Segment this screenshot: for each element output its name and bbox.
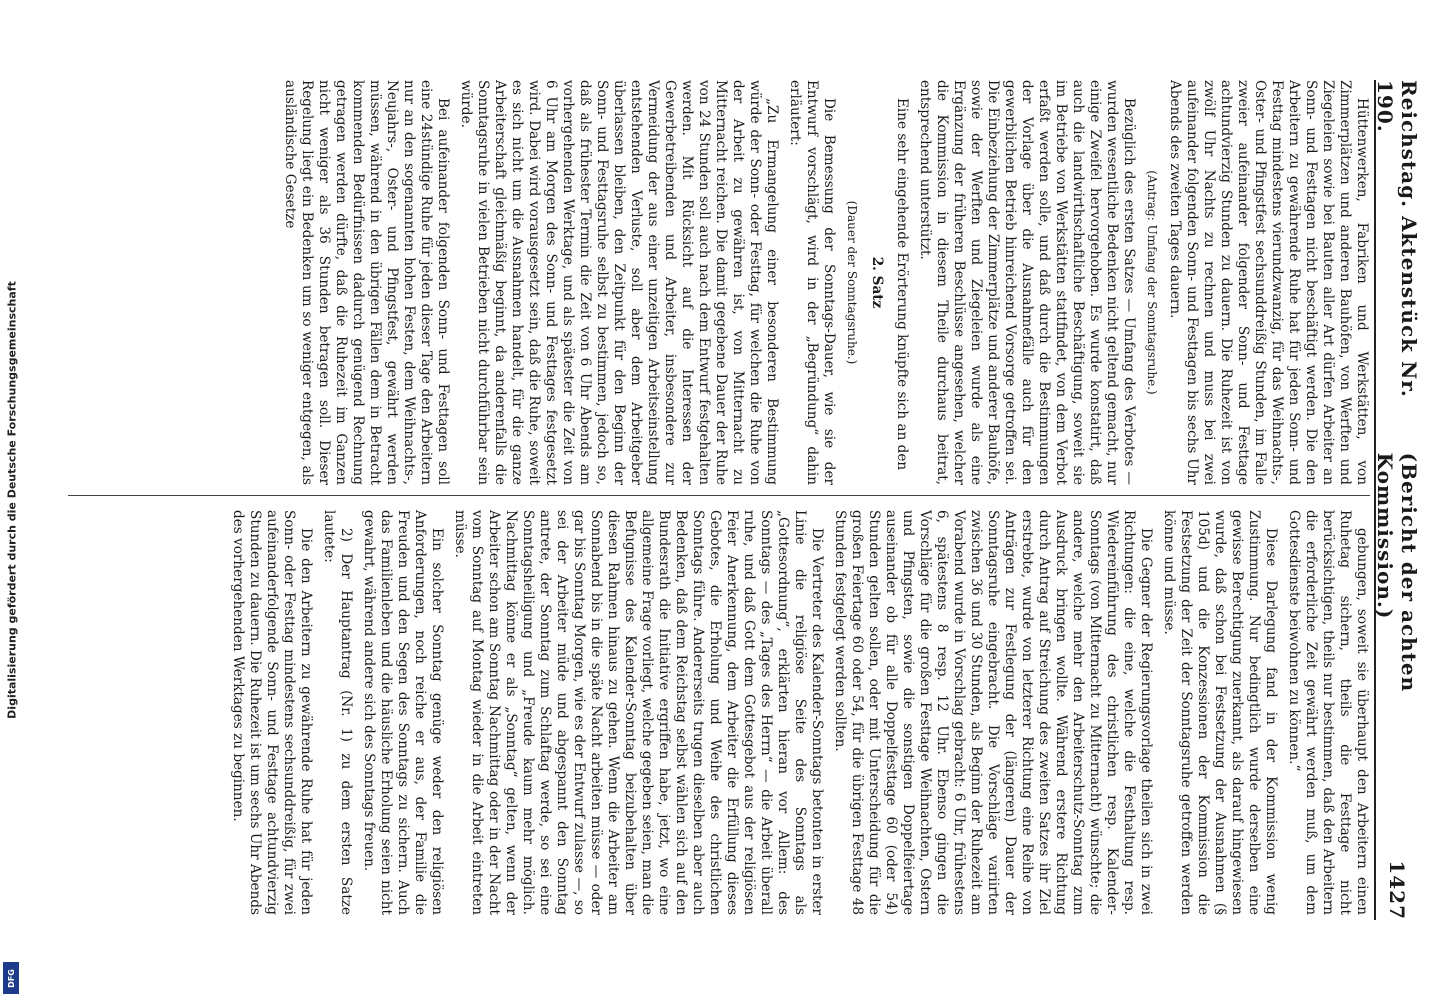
section-subheading: (Antrag: Umfang der Sonntagsruhe.) <box>1145 170 1159 395</box>
text-column-right <box>68 510 1370 915</box>
paragraph: Diese Darlegung fand in der Kommission wenig Zustimmung. Nur bedingtlich wurde derselben eine gewisse Berechtigung zuerkannt, als darauf hingewiesen wurde, daß schon bei Festsetzung der Ausnahmen (§ 105d) und die Konzessionen der Kommission die Festsetzung der Zeit der Sonntagsruhe getroffen werden könne und müsse. <box>1161 510 1279 915</box>
paragraph: Bei aufeinander folgenden Sonn- und Festtagen soll eine 24stündige Ruhe für jeden dieser Tage den Arbeitern nur an den sogenannten hohen Festen, dem Weihnachts-, Neujahrs-, Oster- und Pfingstfest, gewährt werden müssen, während in den übrigen Fällen dem in Betracht kommenden Bedürfnissen dadurch genügend Rechnung getragen werden dürfte, daß die Ruhezeit im Ganzen nicht weniger als 36 Stunden betragen soll. Dieser Regelung liegt ein Bedenken um so weniger entgegen, als ausländische Gesetze <box>282 80 451 485</box>
digitization-sidebar <box>0 0 28 1000</box>
paragraph: 2) Der Hauptantrag (Nr. 1) zu dem ersten Satze lautete: <box>321 510 354 915</box>
paragraph: Hüttenwerken, Fabriken und Werkstätten, von Zimmerplätzen und anderen Bauhöfen, von Werften und Ziegeleien sowie bei Bauten aller Art dürfen Arbeiter an Sonn- und Festtagen nicht beschäftigt werden. Die den Arbeitern zu gewährende Ruhe hat für jeden Sonn- und Festtag mindestens vierundzwanzig, für das Weihnachts-, Oster- und Pfingstfest sechsunddreißig Stunden, im Falle zweier aufeinander folgender Sonn- und Festtage achtundvierzig Stunden zu dauern. Die Ruhezeit ist von zwölf Uhr Nachts zu rechnen und muss bei zwei aufeinander folgenden Sonn- und Festtagen bis sechs Uhr Abends des zweiten Tages dauern. <box>1167 80 1370 485</box>
page-number: 1427 <box>1385 860 1409 920</box>
page-header <box>1373 80 1421 920</box>
paragraph: gebungen, soweit sie überhaupt den Arbeitern einen Ruhetag sichern, theils die Festtage nicht berücksichtigen, theils nur bestimmen, daß den Arbeitern die erforderliche Zeit gewährt werden muß, um dem Gottesdienste beiwohnen zu können.“ <box>1286 510 1370 915</box>
digitization-credit: Digitalisierung gefördert durch die Deutsche Forschungsgemeinschaft <box>5 281 19 719</box>
column-divider <box>68 495 1370 496</box>
paragraph: Bezüglich des ersten Satzes — Umfang des Verbotes — wurden wesentliche Bedenken nicht geltend gemacht, nur einige Zweifel hervorgehoben. Es wurde konstatirt, daß auch die landwirthschaftliche Beschäftigung, soweit sie im Betriebe von Werkstätten stattfindet, von dem Verbot erfaßt werden solle, und daß durch die Bestimmungen der Vorlage über die Ausnahmefälle auch für den gewerblichen Betrieb hinreichend Vorsorge getroffen sei. Die Einbeziehung der Zimmerplätze und anderer Bauhöfe, sowie der Werften und Ziegeleien wurde als eine Ergänzung der früheren Beschlüsse angesehen, welcher die Kommission in diesem Theile durchaus beitrat, entsprechend unterstützt. <box>917 80 1137 485</box>
header-subtitle: (Bericht der achten Kommission.) <box>1373 452 1421 693</box>
paragraph: Die den Arbeitern zu gewährende Ruhe hat für jeden Sonn- oder Festtag mindestens sechsunddreißig, für zwei aufeinanderfolgende Sonn- und Festtage achtundvierzig Stunden zu dauern. Die Ruhezeit ist um sechs Uhr Abends des vorhergehenden Werktages zu beginnen. <box>230 510 314 915</box>
scanned-page <box>48 40 1428 960</box>
paragraph: Die Bemessung der Sonntags-Dauer, wie sie der Entwurf vorschlägt, wird in der „Begründung“ dahin erläutert: <box>787 80 837 485</box>
paragraph: Die Gegner der Regierungsvorlage theilen sich in zwei Richtungen: die eine, welche die Festhaltung resp. Wiedereinführung des christlichen resp. Kalender-Sonntags (von Mitternacht zu Mitternacht) wünschte; die andere, welche mehr den Arbeiterschutz-Sonntag zum Ausdruck bringen wollte. Während erstere Richtung durch Antrag auf Streichung des zweiten Satzes ihr Ziel erstrebte, wurde von letzterer Richtung eine Reihe von Anträgen zur Festlegung der (längeren) Dauer der Sonntagsruhe eingebracht. Die Vorschläge variirten zwischen 36 und 30 Stunden, als Beginn der Ruhezeit am Vorabend wurde in Vorschlag gebracht: 6 Uhr, frühestens 6, spätestens 8 resp. 12 Uhr. Ebenso gingen die Vorschläge für die großen Festtage Weihnachten, Ostern und Pfingsten, sowie die sonstigen Doppelfeiertage auseinander ob für alle Doppelfesttage 60 (oder 54) Stunden gelten sollen, oder mit Unterscheidung für die großen Feiertage 60 oder 54, für die übrigen Festtage 48 Stunden festgelegt werden sollten. <box>832 510 1154 915</box>
text-column-left <box>68 80 1370 485</box>
paragraph: Eine sehr eingehende Erörterung knüpfte sich an den <box>894 98 910 471</box>
section-heading: 2. Satz <box>869 256 885 309</box>
dfg-logo-icon: DFG <box>3 962 19 994</box>
rotated-page-content <box>48 40 1428 960</box>
paragraph: Ein solcher Sonntag genüge weder den religiösen Anforderungen, noch reiche er aus, der Familie die Freuden und den Segen des Sonntags zu sichern. Auch das Familienleben und die häusliche Erholung seien nicht gewahrt, während andere sich des Sonntags freuen. <box>361 510 445 915</box>
paragraph: Die Vertreter des Kalender-Sonntags betonten in erster Linie die religiöse Seite des Sonntags als „Gottesordnung“, erklärten hieran vor Allem: des Sonntags — des „Tages des Herrn“ — die Arbeit überall ruhe, und daß Gott dem Gottesgebot aus der religiösen Feier Anerkennung, dem Arbeiter die Erfüllung dieses Gebotes, die Erholung und Weihe des christlichen Sonntags führe. Andererseits trugen dieselben aber auch Bedenken, daß dem Reichstag selbst wählen sich auf den Bundesrath die Initiative ergriffen habe, jetzt, wo eine allgemeine Frage vorliegt, welche gegeben seien, man die Befugnisse des Kalender-Sonntag beizubehalten über diesen Rahmen hinaus zu gehen. Wenn die Arbeiter am Sonnabend bis in die späte Nacht arbeiten müsse — oder gar bis Sonntag Morgen, wie es der Entwurf zulasse —, so sei der Arbeiter müde und abgespannt den Sonntag antrete, der Sonntag zum Schlaftag werde, so sei eine Sonntagsheiligung und „Freude kaum mehr möglich. Nachmittag könne er als „Sonntag“ gelten, wenn der Arbeiter schon am Sonntag Nachmittag oder in der Nacht vom Sonntag auf Montag wieder in die Arbeit eintreten müsse. <box>452 510 825 915</box>
section-subheading: (Dauer der Sonntagsruhe.) <box>845 200 859 365</box>
header-title: Reichstag. Aktenstück Nr. 190. <box>1373 80 1421 398</box>
paragraph: „Zu Ermangelung einer besonderen Bestimmung würde der Sonn- oder Festtag, für welchen die Ruhe von der Arbeit zu gewähren ist, von Mitternacht zu Mitternacht reichen. Die damit gegebene Dauer der Ruhe von 24 Stunden soll auch nach dem Entwurf festgehalten werden. Mit Rücksicht auf die Interessen der Gewerbetreibenden und Arbeiter, insbesondere zur Vermeidung der aus einer unzeitigen Arbeitseinstellung entstehenden Verluste, soll aber dem Arbeitgeber überlassen bleiben, den Zeitpunkt für den Beginn der Sonn- und Festtagsruhe selbst zu bestimmen, jedoch so, daß als frühester Termin die Zeit von 6 Uhr Abends am vorhergehenden Werktage, und als spätester die Zeit von 6 Uhr am Morgen des Sonn- und Festtages festgesetzt wird. Dabei wird vorausgesetzt sein, daß die Ruhe, soweit es sich nicht um die Ausnahmen handelt, für die ganze Arbeiterschaft gleichmäßig beginnt, da anderenfalls die Sonntagsruhe in vielen Betrieben nicht durchführbar sein würde. <box>458 80 780 485</box>
